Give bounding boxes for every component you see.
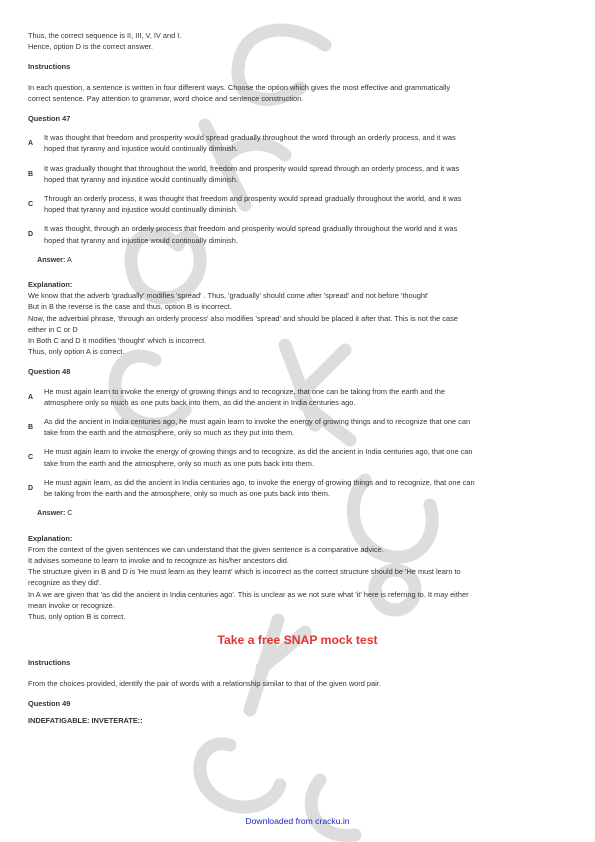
option-text-line: It was thought, through an orderly process that freedom and prosperity would spread gradually throughout the world and it was	[44, 224, 458, 234]
explanation-line: In Both C and D it modifies 'thought' which is incorrect.	[28, 336, 207, 346]
option-letter: D	[28, 484, 34, 492]
footer-download-link[interactable]: Downloaded from cracku.in	[245, 816, 350, 826]
explanation-line: Now, the adverbial phrase, 'through an orderly process' also modifies 'spread' and should be placed it after that. This is not the case	[28, 313, 458, 323]
explanation-line: recognize as they did'.	[28, 578, 102, 588]
option-letter: A	[28, 393, 34, 401]
footer	[0, 816, 595, 826]
intro-line-2: Hence, option D is the correct answer.	[28, 42, 153, 52]
option-text-line: He must again learn to invoke the energy of growing things and to recognize, that one can be taking from the earth and the	[44, 386, 445, 396]
option-text-line: Through an orderly process, it was thought that freedom and prosperity would spread gradually throughout the world, and it was	[44, 194, 462, 204]
q47-answer	[37, 254, 567, 265]
q48-option-a	[28, 386, 567, 408]
option-text-line: He must again learn to invoke the energy of growing things and to recognize, as did the ancient in India centuries ago, that one can	[44, 447, 473, 457]
q48-option-c	[28, 446, 567, 468]
option-text-line: atmosphere only so much as one puts back into them, as did the ancient in India centuries ago.	[44, 397, 356, 407]
option-letter: C	[28, 201, 34, 209]
option-text-line: take from the earth and the atmosphere, only so much as they put into them.	[44, 428, 295, 438]
q48-explanation	[28, 544, 567, 622]
option-letter: A	[28, 140, 34, 148]
explanation-line: Thus, only option B is correct.	[28, 611, 126, 621]
q47-option-a	[28, 132, 567, 154]
explanation-line: Thus, only option A is correct.	[28, 347, 125, 357]
option-text-line: be taking from the earth and the atmosphere, only so much as one puts back into them.	[44, 489, 330, 499]
q48-explanation-title: Explanation:	[28, 533, 73, 543]
q47-option-d	[28, 223, 567, 245]
mock-test-cta	[28, 635, 567, 647]
explanation-line: mean invoke or recognize.	[28, 600, 115, 610]
answer-label: Answer:	[37, 508, 66, 518]
answer-label: Answer:	[37, 254, 66, 264]
option-text-line: hoped that tyranny and injustice would continually diminish.	[44, 144, 238, 154]
explanation-line: The structure given in B and D is 'He must learn as they learnt' which is incorrect as the correct structure should be 'He must learn to	[28, 567, 461, 577]
question-49-title: Question 49	[28, 698, 71, 708]
option-letter: D	[28, 231, 34, 239]
instructions-text-2: correct sentence. Pay attention to grammar, word choice and sentence construction.	[28, 93, 304, 103]
explanation-line: It advises someone to learn to invoke and to recognize as his/her ancestors did.	[28, 555, 289, 565]
option-text-line: hoped that tyranny and injustice would continually diminish.	[44, 205, 238, 215]
question-49-prompt: INDEFATIGABLE: INVETERATE::	[28, 715, 143, 725]
answer-value: A	[66, 254, 72, 264]
option-letter: C	[28, 454, 34, 462]
q48-option-b	[28, 416, 567, 438]
explanation-line: either in C or D	[28, 324, 78, 334]
option-text-line: It was thought that freedom and prosperity would spread gradually throughout the word through an orderly process, and it was	[44, 133, 456, 143]
explanation-line: But in B the reverse is the case and thus, option B is incorrect.	[28, 302, 232, 312]
q47-option-c	[28, 193, 567, 215]
q48-answer	[37, 507, 567, 518]
q48-option-d	[28, 477, 567, 499]
instructions-heading: Instructions	[28, 658, 71, 668]
intro-line-1: Thus, the correct sequence is II, III, V, IV and I.	[28, 31, 182, 40]
question-48-title: Question 48	[28, 367, 71, 377]
option-letter: B	[28, 170, 34, 178]
q47-explanation	[28, 290, 567, 357]
option-text-line: He must again learn, as did the ancient in India centuries ago, to invoke the energy of growing things and to recognize, that one can	[44, 477, 475, 487]
instructions-heading: Instructions	[28, 62, 71, 72]
explanation-line: We know that the adverb 'gradually' modifies 'spread' . Thus, 'gradually' should come after 'spread' and not before 'thought'	[28, 291, 429, 301]
q47-option-b	[28, 163, 567, 185]
option-text-line: take from the earth and the atmosphere, only so much as one puts back into them.	[44, 458, 314, 468]
mock-test-link[interactable]: Take a free SNAP mock test	[217, 633, 378, 648]
explanation-line: From the context of the given sentences we can understand that the given sentence is a comparative advice.	[28, 544, 384, 554]
explanation-line: In A we are given that 'as did the ancient in India centuries ago'. This is unclear as we not sure what 'it' here is referring to. It may either	[28, 589, 469, 599]
option-letter: B	[28, 424, 34, 432]
question-47-title: Question 47	[28, 114, 71, 124]
option-text-line: hoped that tyranny and injustice would continually diminish.	[44, 174, 238, 184]
instructions-text-1: From the choices provided, identify the pair of words with a relationship similar to that of the given word pair.	[28, 678, 381, 688]
option-text-line: As did the ancient in India centuries ago, he must again learn to invoke the energy of growing things and to recognize that one can	[44, 417, 471, 427]
option-text-line: hoped that tyranny and injustice would continually diminish.	[44, 235, 238, 245]
option-text-line: It was gradually thought that throughout the world, freedom and prosperity would spread through an orderly process, and it was	[44, 163, 460, 173]
answer-value: C	[67, 508, 73, 518]
instructions-text-1: In each question, a sentence is written in four different ways. Choose the option which gives the most effective and grammatically	[28, 82, 451, 92]
q47-explanation-title: Explanation:	[28, 280, 73, 290]
